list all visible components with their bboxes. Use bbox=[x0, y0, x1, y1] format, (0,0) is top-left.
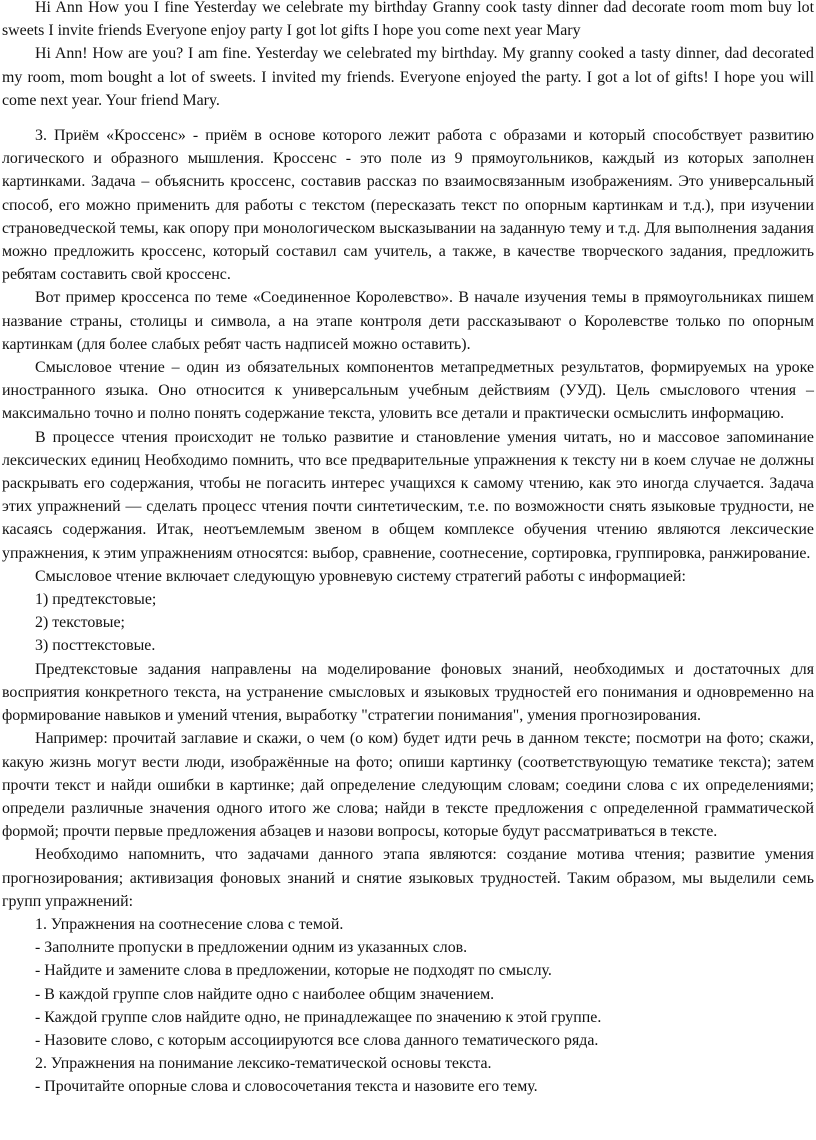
crossens-example-paragraph: Вот пример кроссенса по теме «Соединенное Королевство». В начале изучения темы в прямоугольниках пишем название страны, столицы и символа, а на этапе контроля дети рассказывают о Королевстве только по опорным картинкам (для более слабых ребят часть надписей можно оставить). bbox=[2, 289, 814, 353]
document-body bbox=[2, 0, 814, 1099]
crossens-paragraph: 3. Приём «Кроссенс» - приём в основе которого лежит работа с образами и который способствует развитию логического и образного мышления. Кроссенс - это поле из 9 прямоугольников, каждый из которых заполнен картинками. Задача – объяснить кроссенс, составив рассказ по взаимосвязанным изображениям. Это универсальный способ, его можно применить для работы с текстом (пересказать текст по опорным картинкам и т.д.), при изучении страноведческой темы, как опору при монологическом высказывании на заданную тему и т.д. Для выполнения задания можно предложить кроссенс, который составил сам учитель, а также, в качестве творческого задания, предложить ребятам составить свой кроссенс. bbox=[2, 127, 814, 284]
semantic-reading-paragraph: Смысловое чтение – один из обязательных компонентов метапредметных результатов, формируемых на уроке иностранного языка. Оно относится к универсальным учебным действиям (УУД). Цель смыслового чтения – максимально точно и полно понять содержание текста, уловить все детали и практически осмыслить информацию. bbox=[2, 359, 814, 423]
letter-draft-paragraph: Hi Ann How you I fine Yesterday we celebrate my birthday Granny cook tasty dinner dad decorate room mom buy lot sweets I invite friends Everyone enjoy party I got lot gifts I hope you come next year Mary bbox=[2, 0, 814, 40]
exercise-list-item: - В каждой группе слов найдите одно с наиболее общим значением. bbox=[35, 985, 495, 1003]
exercise-list-item: - Каждой группе слов найдите одно, не принадлежащее по значению к этой группе. bbox=[35, 1008, 602, 1026]
strategy-list-item: 1) предтекстовые; bbox=[35, 591, 157, 609]
paragraph-gap bbox=[2, 112, 814, 124]
example-tasks-paragraph: Например: прочитай заглавие и скажи, о чем (о ком) будет идти речь в данном тексте; посмотри на фото; скажи, какую жизнь могут вести люди, изображённые на фото; опиши картинку (соответствующую тематике текста); затем прочти текст и найди ошибки в картинке; дай определение следующим словам; соедини слова с их определениями; определи различные значения одного итого же слова; найди в тексте предложения с определенной грамматической формой; прочти первые предложения абзацев и назови вопросы, которые будут рассматриваться в тексте. bbox=[2, 730, 814, 841]
strategy-list-item: 3) посттекстовые. bbox=[35, 637, 156, 655]
exercise-group-heading: 1. Упражнения на соотнесение слова с темой. bbox=[35, 915, 344, 933]
stage-goals-paragraph: Необходимо напомнить, что задачами данного этапа являются: создание мотива чтения; развитие умения прогнозирования; активизация фоновых знаний и снятие языковых трудностей. Таким образом, мы выделили семь групп упражнений: bbox=[2, 846, 814, 910]
strategy-intro-paragraph: Смысловое чтение включает следующую уровневую систему стратегий работы с информацией: bbox=[35, 567, 686, 585]
exercise-list-item: - Заполните пропуски в предложении одним из указанных слов. bbox=[35, 939, 468, 957]
letter-corrected-paragraph: Hi Ann! How are you? I am fine. Yesterday we celebrated my birthday. My granny cooked a tasty dinner, dad decorated my room, mom bought a lot of sweets. I invited my friends. Everyone enjoyed the party. I got a lot of gifts! I hope you will come next year. Your friend Mary. bbox=[2, 45, 814, 109]
exercise-list-item: - Найдите и замените слова в предложении, которые не подходят по смыслу. bbox=[35, 962, 552, 980]
pretext-tasks-paragraph: Предтекстовые задания направлены на моделирование фоновых знаний, необходимых и достаточных для восприятия конкретного текста, на устранение смысловых и языковых трудностей его понимания и одновременно на формирование навыков и умений чтения, выработку "стратегии понимания", умения прогнозирования. bbox=[2, 660, 814, 725]
exercise-list-item: - Прочитайте опорные слова и словосочетания текста и назовите его тему. bbox=[35, 1078, 538, 1096]
exercise-group-heading: 2. Упражнения на понимание лексико-тематической основы текста. bbox=[35, 1055, 492, 1073]
strategy-list-item: 2) текстовые; bbox=[35, 614, 125, 632]
exercise-list-item: - Назовите слово, с которым ассоциируются все слова данного тематического ряда. bbox=[35, 1031, 599, 1049]
reading-process-paragraph: В процессе чтения происходит не только развитие и становление умения читать, но и массовое запоминание лексических единиц Необходимо помнить, что все предварительные упражнения к тексту ни в коем случае не должны раскрывать его содержания, чтобы не погасить интерес учащихся к самому чтению, как это иногда случается. Задача этих упражнений — сделать процесс чтения почти синтетическим, т.е. по возможности снять языковые трудности, не касаясь содержания. Итак, неотъемлемым звеном в общем комплексе обучения чтению являются лексические упражнения, к этим упражнениям относятся: выбор, сравнение, соотнесение, сортировка, группировка, ранжирование. bbox=[2, 428, 814, 562]
